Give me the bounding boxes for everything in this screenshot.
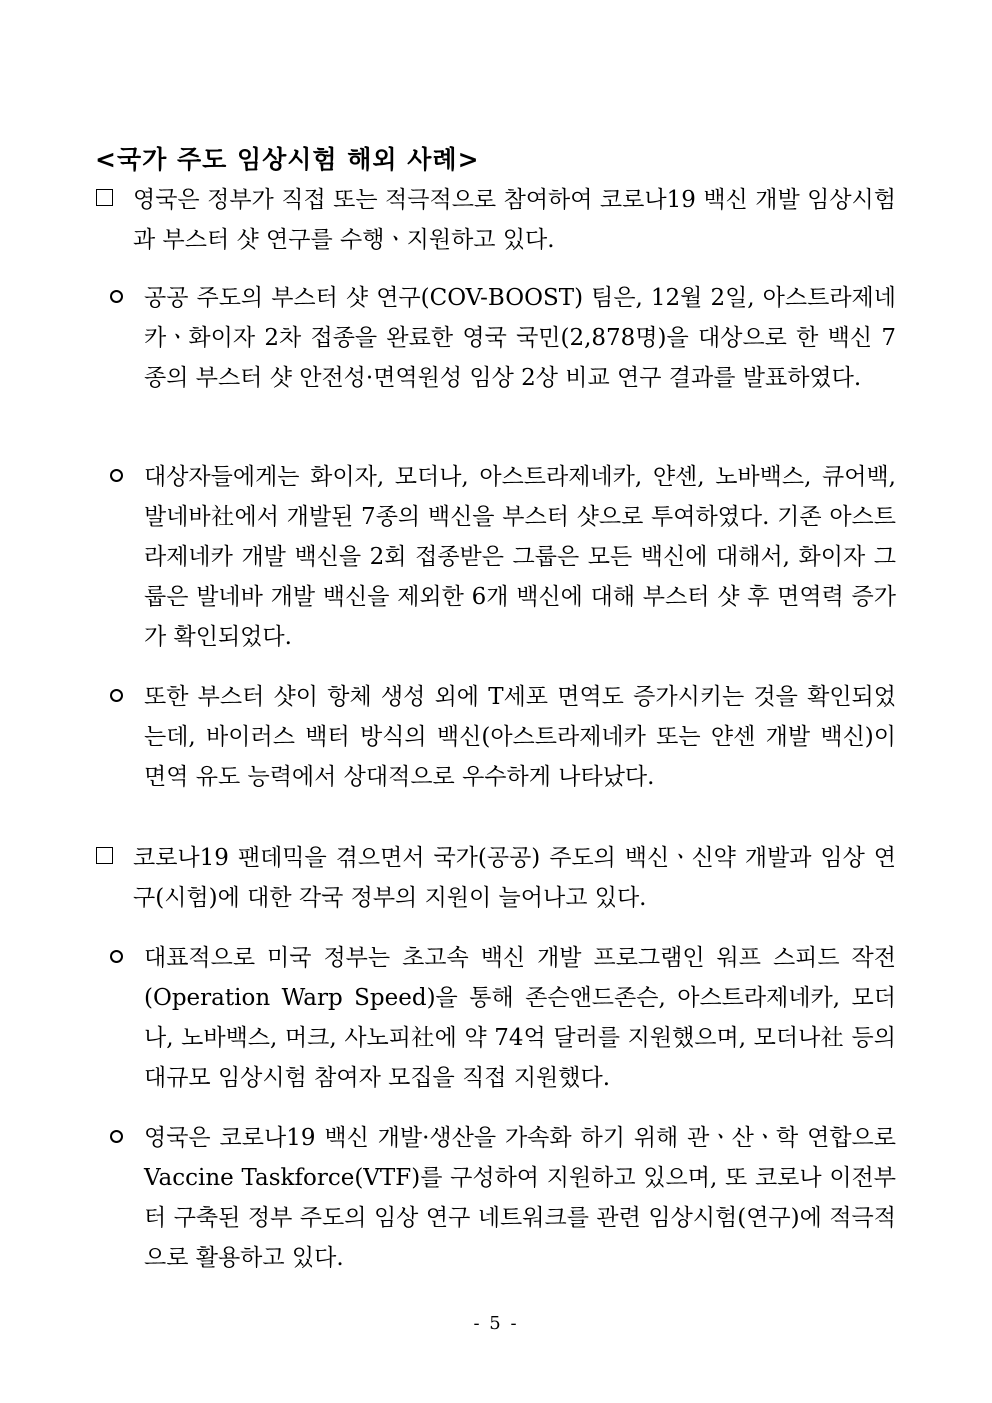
bullet-item-1-1 <box>110 278 896 398</box>
bullet-text: 대상자들에게는 화이자, 모더나, 아스트라제네카, 얀센, 노바백스, 큐어백, 발네바社에서 개발된 7종의 백신을 부스터 샷으로 투여하였다. 기존 아스트라제네카 개발 백신을 2회 접종받은 그룹은 모든 백신에 대해서, 화이자 그룹은 발네바 개발 백신을 제외한 6개 백신에 대해 부스터 샷 후 면역력 증가가 확인되었다. <box>144 464 896 650</box>
bullet-item-1-2 <box>110 457 896 657</box>
section-heading-text: 코로나19 팬데믹을 겪으면서 국가(공공) 주도의 백신ㆍ신약 개발과 임상 연구(시험)에 대한 각국 정부의 지원이 늘어나고 있다. <box>133 845 896 911</box>
bullet-text: 영국은 코로나19 백신 개발·생산을 가속화 하기 위해 관ㆍ산ㆍ학 연합으로 Vaccine Taskforce(VTF)를 구성하여 지원하고 있으며, 또 코로나 이전부터 구축된 정부 주도의 임상 연구 네트워크를 관련 임상시험(연구)에 적극적으로 활용하고 있다. <box>144 1125 896 1271</box>
square-bullet-icon <box>96 189 113 206</box>
bullet-text: 또한 부스터 샷이 항체 생성 외에 T세포 면역도 증가시키는 것을 확인되었는데, 바이러스 백터 방식의 백신(아스트라제네카 또는 얀센 개발 백신)이 면역 유도 능력에서 상대적으로 우수하게 나타났다. <box>144 684 896 790</box>
section-title: <국가 주도 임상시험 해외 사례> <box>95 145 480 174</box>
bullet-text: 공공 주도의 부스터 샷 연구(COV-BOOST) 팀은, 12월 2일, 아스트라제네카ㆍ화이자 2차 접종을 완료한 영국 국민(2,878명)을 대상으로 한 백신 7종의 부스터 샷 안전성·면역원성 임상 2상 비교 연구 결과를 발표하였다. <box>144 285 896 391</box>
bullet-item-2-1 <box>110 938 896 1098</box>
circle-bullet-icon <box>110 689 123 702</box>
circle-bullet-icon <box>110 950 123 963</box>
bullet-text: 대표적으로 미국 정부는 초고속 백신 개발 프로그램인 워프 스피드 작전(Operation Warp Speed)을 통해 존슨앤드존슨, 아스트라제네카, 모더나, 노바백스, 머크, 사노피社에 약 74억 달러를 지원했으며, 모더나社 등의 대규모 임상시험 참여자 모집을 직접 지원했다. <box>144 945 896 1091</box>
square-bullet-icon <box>96 847 113 864</box>
bullet-item-2-2 <box>110 1118 896 1278</box>
section-heading-text: 영국은 정부가 직접 또는 적극적으로 참여하여 코로나19 백신 개발 임상시험과 부스터 샷 연구를 수행ㆍ지원하고 있다. <box>133 187 896 253</box>
section-heading-2 <box>96 838 896 918</box>
page-number: - 5 - <box>473 1313 519 1334</box>
bullet-item-1-3 <box>110 677 896 797</box>
circle-bullet-icon <box>110 469 123 482</box>
section-heading-1 <box>96 180 896 260</box>
circle-bullet-icon <box>110 290 123 303</box>
circle-bullet-icon <box>110 1130 123 1143</box>
